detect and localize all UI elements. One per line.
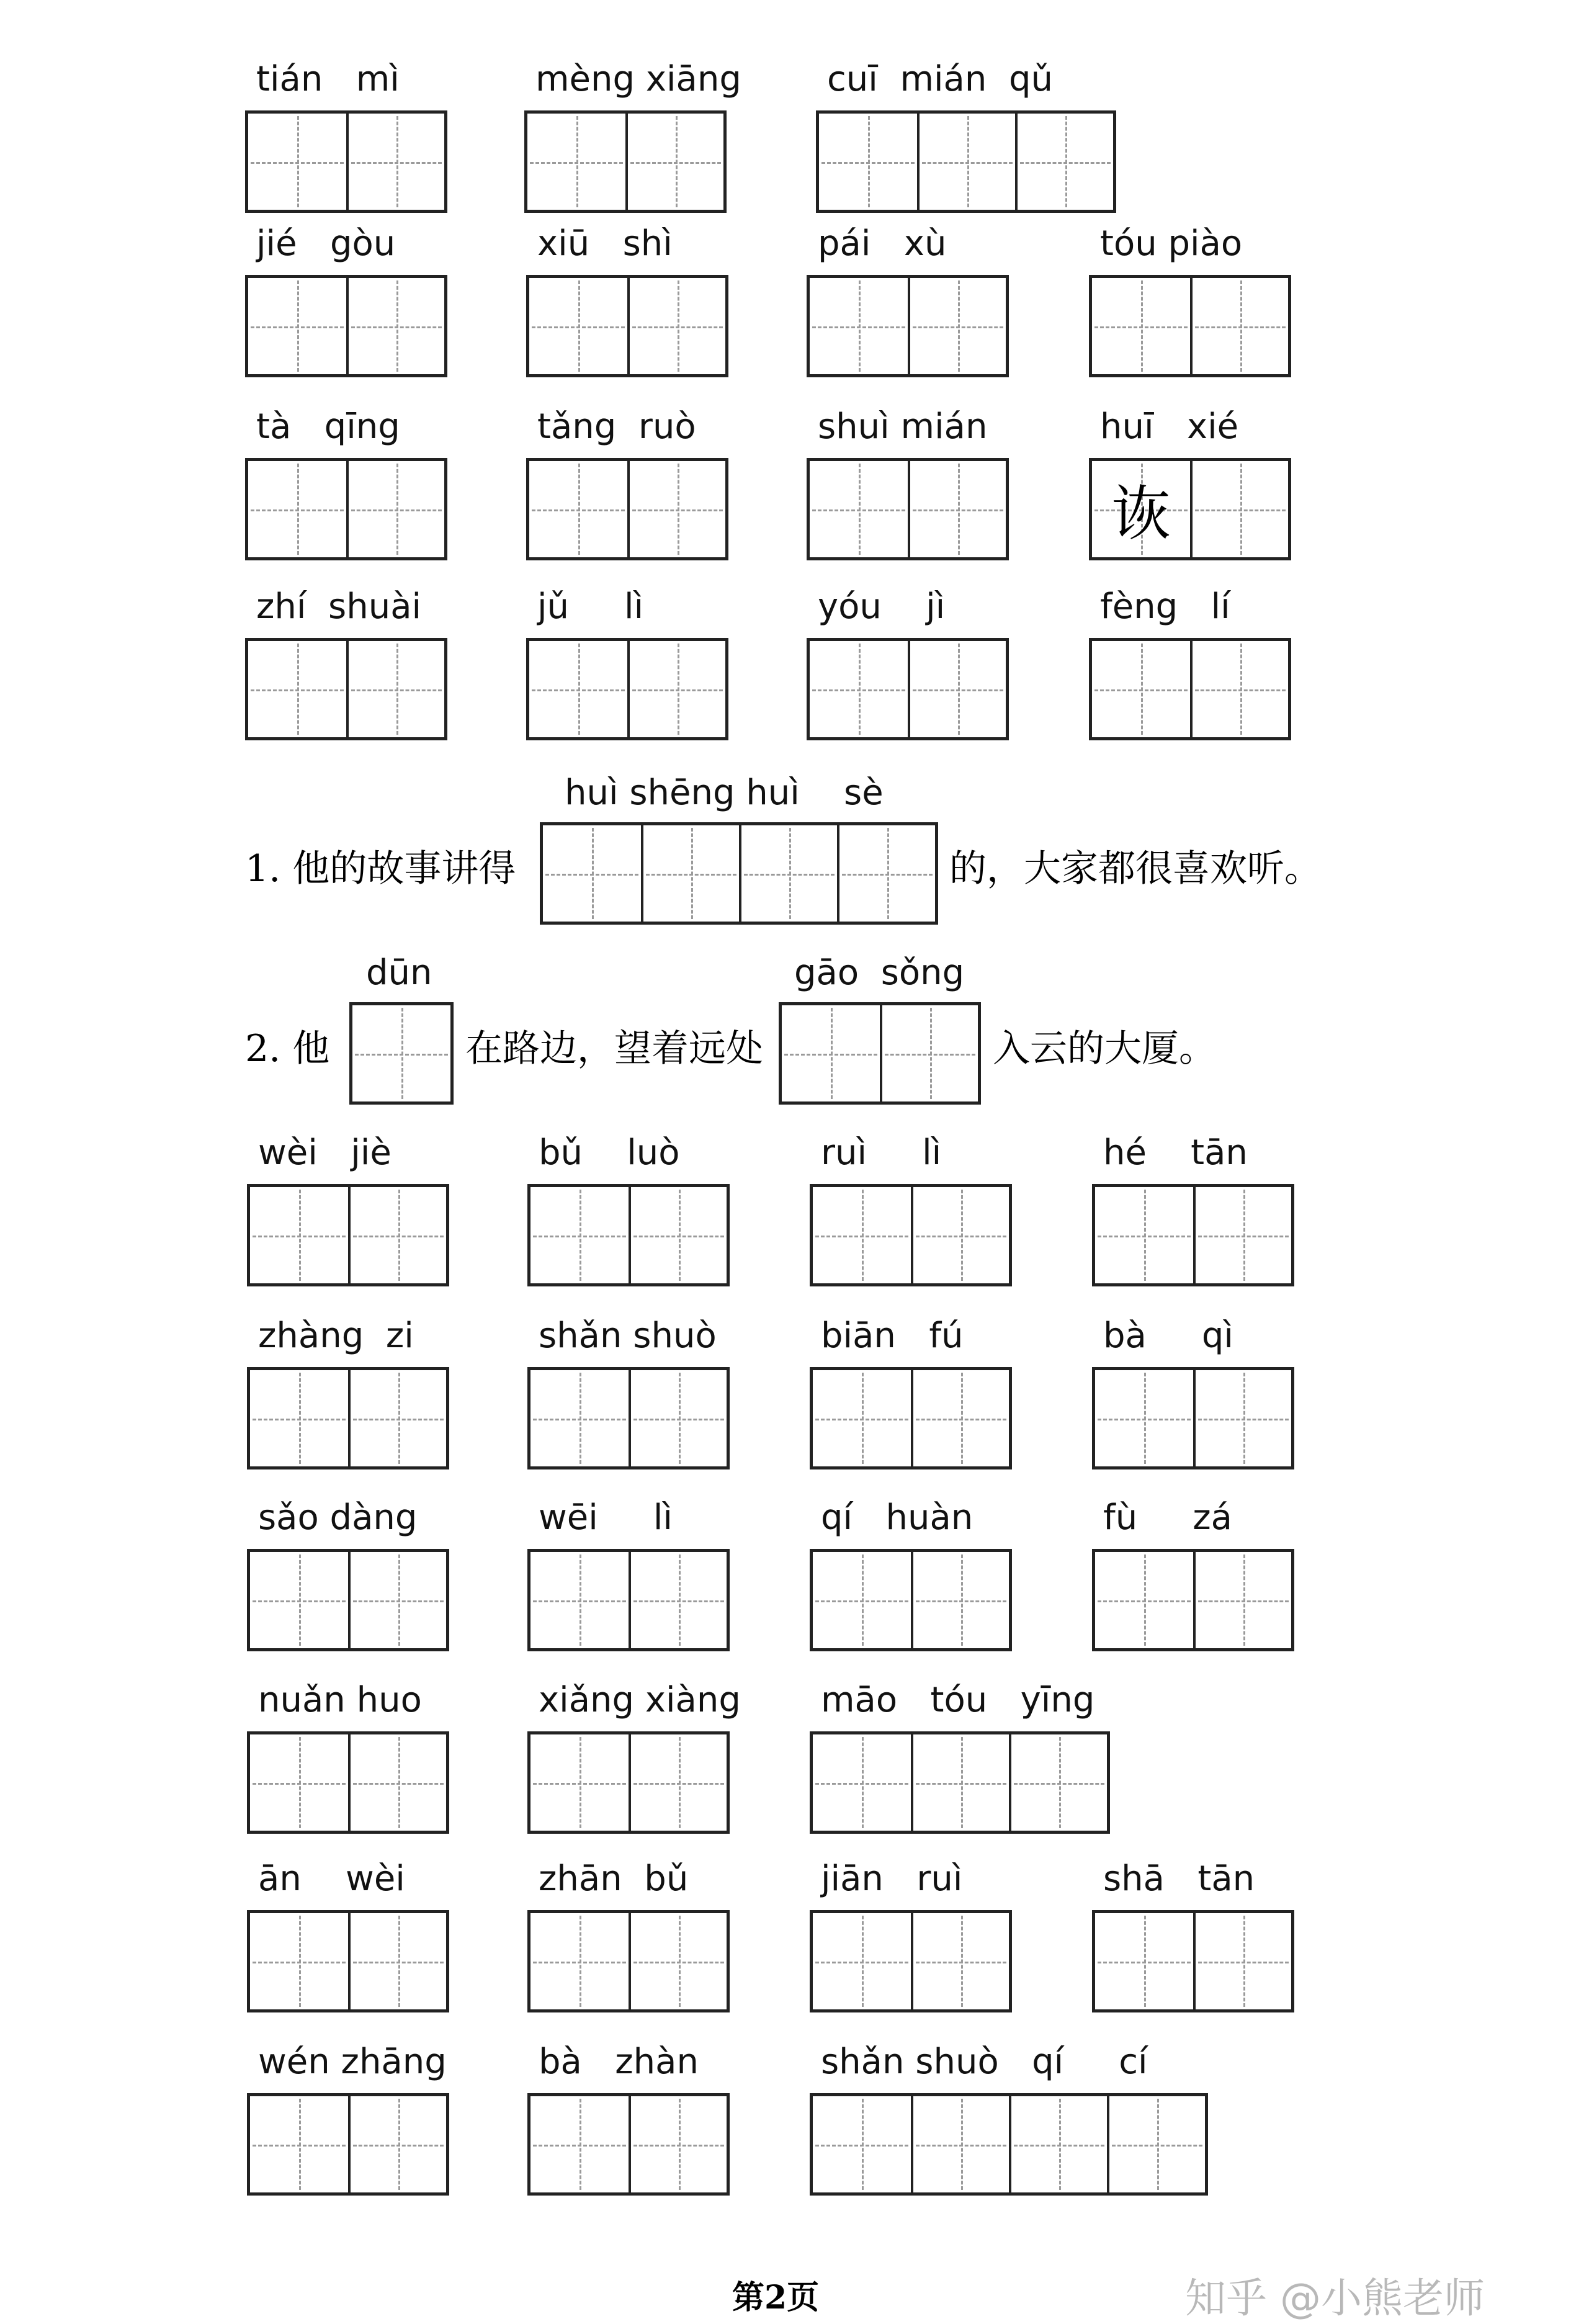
writing-cell[interactable] <box>1095 1370 1193 1466</box>
pinyin-label: jiān ruì <box>821 1859 963 1899</box>
cell-character <box>1109 2096 1205 2192</box>
cell-character <box>529 641 627 737</box>
cell-character <box>530 1913 629 2009</box>
page-number: 第2页 <box>732 2279 820 2317</box>
cell-character <box>250 1370 348 1466</box>
cell-character <box>630 278 725 374</box>
cell-character <box>631 1913 727 2009</box>
character-boxes <box>245 458 447 560</box>
cell-character <box>529 278 627 374</box>
writing-cell[interactable] <box>530 1370 629 1466</box>
pinyin-label: shā tān <box>1103 1859 1255 1899</box>
writing-cell[interactable] <box>346 114 444 210</box>
writing-cell[interactable] <box>1015 114 1113 210</box>
cell-character <box>1193 278 1288 374</box>
writing-cell[interactable] <box>1092 461 1190 557</box>
writing-cell[interactable] <box>629 2096 727 2192</box>
cell-character <box>250 1734 348 1831</box>
writing-cell[interactable] <box>739 825 837 922</box>
character-boxes <box>526 638 728 740</box>
writing-cell[interactable] <box>348 2096 446 2192</box>
character-boxes <box>526 275 728 377</box>
writing-cell[interactable] <box>346 641 444 737</box>
character-boxes <box>810 1910 1012 2012</box>
writing-cell[interactable] <box>1193 1187 1291 1283</box>
cell-character <box>782 1005 880 1101</box>
character-boxes <box>527 1731 730 1834</box>
cell-character <box>810 641 908 737</box>
pinyin-label: yóu jì <box>818 586 946 627</box>
writing-cell[interactable] <box>908 461 1006 557</box>
cell-character <box>810 461 908 557</box>
cell-character <box>810 278 908 374</box>
cell-character <box>813 1734 911 1831</box>
character-boxes <box>247 1731 449 1834</box>
cell-character <box>910 641 1006 737</box>
writing-cell[interactable] <box>530 2096 629 2192</box>
cell-character <box>349 114 444 210</box>
pinyin-label: shǎn shuò qí cí <box>821 2042 1148 2082</box>
cell-character <box>351 1370 446 1466</box>
cell-character <box>351 1187 446 1283</box>
sentence-2-boxes-1 <box>349 1002 454 1105</box>
character-boxes <box>1089 638 1291 740</box>
character-boxes <box>527 1184 730 1286</box>
writing-cell[interactable] <box>813 1913 911 2009</box>
cell-character <box>1011 1734 1107 1831</box>
pinyin-label: tǎng ruò <box>537 406 696 447</box>
pinyin-label: xiǎng xiàng <box>539 1680 741 1720</box>
writing-cell[interactable] <box>250 1370 348 1466</box>
writing-cell[interactable] <box>248 114 346 210</box>
cell-character <box>530 1734 629 1831</box>
cell-character <box>1095 1552 1193 1648</box>
writing-cell[interactable] <box>348 1734 446 1831</box>
pinyin-label: nuǎn huo <box>258 1680 422 1720</box>
character-boxes <box>1092 1184 1294 1286</box>
character-boxes <box>527 2093 730 2196</box>
pinyin-label: cuī mián qǔ <box>827 59 1053 99</box>
writing-cell[interactable] <box>813 1552 911 1648</box>
writing-cell[interactable] <box>248 461 346 557</box>
writing-cell[interactable] <box>529 641 627 737</box>
writing-cell[interactable] <box>819 114 917 210</box>
pinyin-label: bà zhàn <box>539 2042 699 2082</box>
writing-cell[interactable] <box>908 641 1006 737</box>
cell-character <box>882 1005 978 1101</box>
sentence-1-boxes <box>540 822 938 925</box>
pinyin-label: wén zhāng <box>258 2042 447 2082</box>
writing-cell[interactable] <box>810 278 908 374</box>
writing-cell[interactable] <box>1193 1913 1291 2009</box>
pinyin-label: shǎn shuò <box>539 1316 717 1356</box>
pinyin-label: shuì mián <box>818 406 988 447</box>
writing-cell[interactable] <box>530 1913 629 2009</box>
cell-character <box>250 1187 348 1283</box>
character-boxes <box>1092 1910 1294 2012</box>
pinyin-label: mèng xiāng <box>535 59 741 99</box>
writing-cell[interactable] <box>543 825 641 922</box>
writing-cell[interactable] <box>529 461 627 557</box>
cell-character <box>349 278 444 374</box>
pinyin-label: māo tóu yīng <box>821 1680 1095 1720</box>
cell-character <box>643 825 739 922</box>
character-boxes <box>527 1367 730 1469</box>
character-boxes <box>1092 1549 1294 1651</box>
writing-cell[interactable] <box>348 1913 446 2009</box>
writing-cell[interactable] <box>627 641 725 737</box>
cell-character <box>913 1734 1009 1831</box>
writing-cell[interactable] <box>641 825 739 922</box>
character-boxes <box>247 1367 449 1469</box>
writing-cell[interactable] <box>813 1187 911 1283</box>
pinyin-label: zhí shuài <box>256 586 422 627</box>
character-boxes <box>245 275 447 377</box>
cell-character <box>352 1005 450 1101</box>
writing-cell[interactable] <box>250 1913 348 2009</box>
cell-character <box>839 825 935 922</box>
pinyin-label: pái xù <box>818 223 947 264</box>
cell-character <box>630 461 725 557</box>
cell-character <box>1018 114 1113 210</box>
writing-cell[interactable] <box>629 1187 727 1283</box>
character-boxes <box>816 110 1116 213</box>
writing-cell[interactable] <box>1107 2096 1205 2192</box>
writing-cell[interactable] <box>627 278 725 374</box>
cell-character <box>248 641 346 737</box>
watermark-text: 知乎 @小熊老师 <box>1185 2274 1485 2322</box>
cell-character <box>813 1913 911 2009</box>
sentence-2-before: 2. 他 <box>245 1027 330 1070</box>
cell-character <box>1196 1370 1291 1466</box>
character-boxes <box>810 1184 1012 1286</box>
writing-cell[interactable] <box>908 278 1006 374</box>
writing-cell[interactable] <box>348 1370 446 1466</box>
sentence-2-boxes-2 <box>779 1002 981 1105</box>
cell-character <box>913 1370 1009 1466</box>
writing-cell[interactable] <box>911 2096 1009 2192</box>
character-boxes <box>810 1367 1012 1469</box>
writing-cell[interactable] <box>348 1187 446 1283</box>
writing-cell[interactable] <box>248 278 346 374</box>
pinyin-label: biān fú <box>821 1316 964 1356</box>
cell-character <box>1095 1370 1193 1466</box>
cell-character <box>628 114 723 210</box>
writing-cell[interactable] <box>250 2096 348 2192</box>
writing-cell[interactable] <box>1095 1913 1193 2009</box>
writing-cell[interactable] <box>250 1734 348 1831</box>
pinyin-label: ruì lì <box>821 1133 942 1173</box>
writing-cell[interactable] <box>352 1005 450 1101</box>
cell-character <box>530 1552 629 1648</box>
writing-cell[interactable] <box>348 1552 446 1648</box>
character-boxes <box>810 1549 1012 1651</box>
writing-cell[interactable] <box>1190 641 1288 737</box>
character-boxes <box>524 110 727 213</box>
cell-character <box>819 114 917 210</box>
writing-cell[interactable] <box>810 461 908 557</box>
character-boxes <box>1092 1367 1294 1469</box>
cell-character <box>1193 461 1288 557</box>
writing-cell[interactable] <box>1193 1552 1291 1648</box>
pinyin-label: zhàng zi <box>258 1316 414 1356</box>
character-boxes <box>247 2093 449 2196</box>
cell-character <box>530 1370 629 1466</box>
writing-cell[interactable] <box>346 461 444 557</box>
writing-cell[interactable] <box>911 1913 1009 2009</box>
cell-character <box>1196 1552 1291 1648</box>
pinyin-label: bà qì <box>1103 1316 1233 1356</box>
writing-cell[interactable] <box>813 2096 911 2192</box>
character-boxes <box>527 1910 730 2012</box>
writing-cell[interactable] <box>813 1734 911 1831</box>
cell-character <box>631 2096 727 2192</box>
cell-character <box>630 641 725 737</box>
pinyin-label: ān wèi <box>258 1859 405 1899</box>
writing-cell[interactable] <box>530 1552 629 1648</box>
writing-cell[interactable] <box>530 1734 629 1831</box>
cell-character <box>248 278 346 374</box>
sentence-2-after: 入云的大厦。 <box>993 1027 1216 1070</box>
writing-cell[interactable] <box>911 1370 1009 1466</box>
pinyin-label: fèng lí <box>1100 586 1230 627</box>
pinyin-label: jǔ lì <box>537 586 644 627</box>
writing-cell[interactable] <box>911 1187 1009 1283</box>
character-boxes <box>247 1184 449 1286</box>
writing-cell[interactable] <box>1092 278 1190 374</box>
writing-cell[interactable] <box>1095 1187 1193 1283</box>
writing-cell[interactable] <box>1095 1552 1193 1648</box>
writing-cell[interactable] <box>629 1913 727 2009</box>
cell-character <box>250 1913 348 2009</box>
writing-cell[interactable] <box>1009 2096 1107 2192</box>
sentence-1-after: 的，大家都很喜欢听。 <box>949 847 1322 891</box>
cell-character <box>351 2096 446 2192</box>
cell-character <box>910 461 1006 557</box>
cell-character <box>250 1552 348 1648</box>
cell-character <box>250 2096 348 2192</box>
cell-character: 诙 <box>1111 479 1171 549</box>
cell-character <box>530 1187 629 1283</box>
pinyin-label: wèi jiè <box>258 1133 392 1173</box>
writing-cell[interactable] <box>529 278 627 374</box>
pinyin-label: bǔ luò <box>539 1133 680 1173</box>
character-boxes <box>247 1549 449 1651</box>
sentence-2-pinyin-2: gāo sǒng <box>794 953 965 993</box>
writing-cell[interactable] <box>837 825 935 922</box>
writing-cell[interactable] <box>627 461 725 557</box>
character-boxes <box>247 1910 449 2012</box>
pinyin-label: tà qīng <box>256 406 400 447</box>
cell-character <box>813 1370 911 1466</box>
cell-character <box>1196 1187 1291 1283</box>
pinyin-label: sǎo dàng <box>258 1497 418 1538</box>
cell-character <box>631 1734 727 1831</box>
pinyin-label: tóu piào <box>1100 223 1243 264</box>
cell-character <box>741 825 837 922</box>
character-boxes <box>807 638 1009 740</box>
pinyin-label: wēi lì <box>539 1497 673 1538</box>
cell-character <box>1092 641 1190 737</box>
writing-cell[interactable] <box>911 1734 1009 1831</box>
cell-character <box>813 2096 911 2192</box>
character-boxes <box>527 1549 730 1651</box>
writing-cell[interactable] <box>625 114 723 210</box>
writing-cell[interactable] <box>880 1005 978 1101</box>
writing-cell[interactable] <box>911 1552 1009 1648</box>
cell-character <box>351 1913 446 2009</box>
cell-character <box>913 2096 1009 2192</box>
character-boxes <box>245 110 447 213</box>
character-boxes <box>807 275 1009 377</box>
character-boxes <box>526 458 728 560</box>
cell-character <box>248 461 346 557</box>
sentence-1-before: 1. 他的故事讲得 <box>245 847 516 891</box>
writing-cell[interactable] <box>250 1187 348 1283</box>
cell-character <box>527 114 625 210</box>
cell-character <box>1193 641 1288 737</box>
sentence-1-pinyin: huì shēng huì sè <box>565 773 884 813</box>
cell-character <box>631 1370 727 1466</box>
cell-character <box>813 1187 911 1283</box>
cell-character <box>1011 2096 1107 2192</box>
cell-character <box>351 1734 446 1831</box>
pinyin-label: zhān bǔ <box>539 1859 689 1899</box>
character-boxes <box>1089 458 1291 560</box>
writing-cell[interactable] <box>782 1005 880 1101</box>
cell-character <box>349 641 444 737</box>
writing-cell[interactable] <box>629 1552 727 1648</box>
cell-character <box>813 1552 911 1648</box>
cell-character <box>910 278 1006 374</box>
cell-character <box>913 1913 1009 2009</box>
sentence-2-pinyin-1: dūn <box>366 953 432 993</box>
writing-cell[interactable] <box>810 641 908 737</box>
pinyin-label: hé tān <box>1103 1133 1248 1173</box>
writing-cell[interactable] <box>1193 1370 1291 1466</box>
writing-cell[interactable] <box>530 1187 629 1283</box>
writing-cell[interactable] <box>346 278 444 374</box>
cell-character <box>543 825 641 922</box>
writing-cell[interactable] <box>250 1552 348 1648</box>
cell-character <box>913 1552 1009 1648</box>
cell-character <box>631 1552 727 1648</box>
cell-character <box>631 1187 727 1283</box>
cell-character <box>920 114 1015 210</box>
writing-cell[interactable] <box>1190 461 1288 557</box>
writing-cell[interactable] <box>1009 1734 1107 1831</box>
character-boxes <box>810 1731 1110 1834</box>
pinyin-label: xiū shì <box>537 223 673 264</box>
character-boxes <box>810 2093 1208 2196</box>
cell-character <box>351 1552 446 1648</box>
pinyin-label: tián mì <box>256 59 400 99</box>
writing-cell[interactable] <box>629 1734 727 1831</box>
cell-character <box>1196 1913 1291 2009</box>
writing-cell[interactable] <box>248 641 346 737</box>
character-boxes <box>1089 275 1291 377</box>
sentence-2-middle: 在路边，望着远处 <box>465 1027 763 1070</box>
pinyin-label: fù zá <box>1103 1497 1232 1538</box>
cell-character <box>530 2096 629 2192</box>
writing-cell[interactable] <box>527 114 625 210</box>
character-boxes <box>245 638 447 740</box>
writing-cell[interactable] <box>629 1370 727 1466</box>
character-boxes <box>807 458 1009 560</box>
pinyin-label: huī xié <box>1100 406 1239 447</box>
cell-character <box>349 461 444 557</box>
cell-character <box>1095 1913 1193 2009</box>
cell-character <box>913 1187 1009 1283</box>
pinyin-label: qí huàn <box>821 1497 973 1538</box>
writing-cell[interactable] <box>1190 278 1288 374</box>
writing-cell[interactable] <box>1092 641 1190 737</box>
cell-character <box>1092 278 1190 374</box>
writing-cell[interactable] <box>813 1370 911 1466</box>
cell-character <box>248 114 346 210</box>
cell-character <box>1095 1187 1193 1283</box>
pinyin-label: jié gòu <box>256 223 396 264</box>
cell-character <box>529 461 627 557</box>
writing-cell[interactable] <box>917 114 1015 210</box>
